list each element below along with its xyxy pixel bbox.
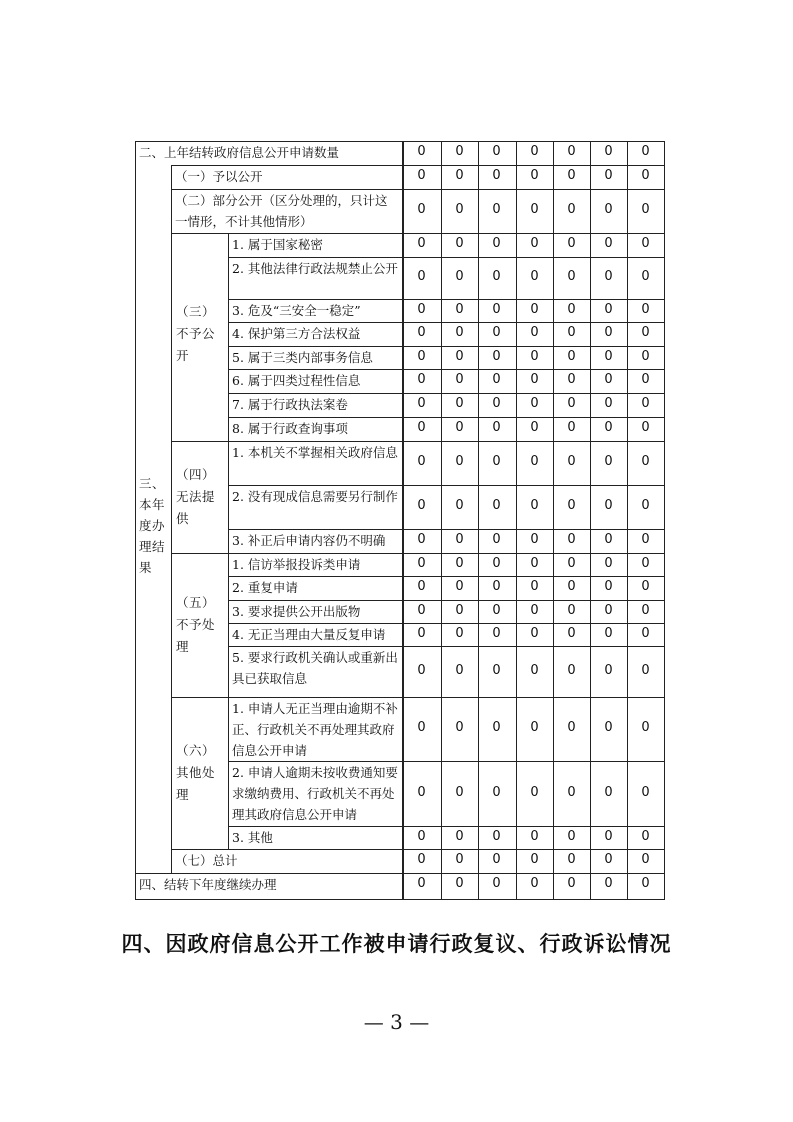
value-cell: 0 xyxy=(530,168,539,183)
value-cell: 0 xyxy=(604,325,613,340)
value-cell: 0 xyxy=(455,349,464,364)
value-cell: 0 xyxy=(530,325,539,340)
value-cell: 0 xyxy=(567,498,576,513)
value-cell: 0 xyxy=(641,532,650,547)
value-cell: 0 xyxy=(567,626,576,641)
value-cell: 0 xyxy=(417,396,426,411)
value-cell: 0 xyxy=(455,236,464,251)
value-cell: 0 xyxy=(641,852,650,867)
value-cell: 0 xyxy=(417,785,426,800)
value-cell: 0 xyxy=(530,396,539,411)
group-label-not-processed: （五）不予处理 xyxy=(176,595,216,654)
section-heading: 四、因政府信息公开工作被申请行政复议、行政诉讼情况 xyxy=(121,932,672,956)
column-rule xyxy=(171,165,172,873)
value-cell: 0 xyxy=(492,202,501,217)
value-cell: 0 xyxy=(530,720,539,735)
group-rule xyxy=(171,233,228,234)
value-cell: 0 xyxy=(455,876,464,891)
value-cell: 0 xyxy=(417,579,426,594)
row-label: 二、上年结转政府信息公开申请数量 xyxy=(139,145,340,160)
value-cell: 0 xyxy=(530,498,539,513)
value-cell: 0 xyxy=(455,852,464,867)
value-cell: 0 xyxy=(641,720,650,735)
value-cell: 0 xyxy=(604,579,613,594)
value-cell: 0 xyxy=(530,144,539,159)
value-cell: 0 xyxy=(492,785,501,800)
value-cell: 0 xyxy=(417,663,426,678)
group-label-annual-results: 三、本年度办理结果 xyxy=(139,476,166,575)
value-cell: 0 xyxy=(492,603,501,618)
group-label-not-disclosed: （三）不予公开 xyxy=(176,304,216,363)
value-cell: 0 xyxy=(455,603,464,618)
value-cell: 0 xyxy=(530,532,539,547)
value-cell: 0 xyxy=(417,372,426,387)
value-cell: 0 xyxy=(492,556,501,571)
value-cell: 0 xyxy=(455,144,464,159)
value-cell: 0 xyxy=(567,720,576,735)
value-cell: 0 xyxy=(641,579,650,594)
group-label-other-processing: （六）其他处理 xyxy=(176,743,216,802)
row-label: 2. 重复申请 xyxy=(232,580,298,595)
value-cell: 0 xyxy=(604,720,613,735)
value-cell: 0 xyxy=(641,454,650,469)
value-cell: 0 xyxy=(641,269,650,284)
value-cell: 0 xyxy=(530,202,539,217)
value-cell: 0 xyxy=(567,579,576,594)
table-border-left xyxy=(135,141,136,900)
value-cell: 0 xyxy=(641,372,650,387)
row-label: 3. 要求提供公开出版物 xyxy=(232,604,361,619)
row-label: 3. 其他 xyxy=(232,830,273,845)
value-cell: 0 xyxy=(641,325,650,340)
group-label-cannot-provide: （四）无法提供 xyxy=(176,467,216,526)
column-rule xyxy=(228,233,229,849)
row-label: 2. 申请人逾期未按收费通知要求缴纳费用、行政机关不再处理其政府信息公开申请 xyxy=(232,765,398,822)
value-cell: 0 xyxy=(567,372,576,387)
value-cell: 0 xyxy=(417,532,426,547)
value-cell: 0 xyxy=(567,829,576,844)
value-cell: 0 xyxy=(455,829,464,844)
value-cell: 0 xyxy=(455,454,464,469)
value-cell: 0 xyxy=(417,852,426,867)
value-cell: 0 xyxy=(604,852,613,867)
value-cell: 0 xyxy=(641,556,650,571)
value-cell: 0 xyxy=(492,372,501,387)
value-cell: 0 xyxy=(492,663,501,678)
row-label: 8. 属于行政查询事项 xyxy=(232,421,348,436)
value-cell: 0 xyxy=(567,269,576,284)
value-cell: 0 xyxy=(455,498,464,513)
value-cell: 0 xyxy=(530,876,539,891)
table-border-right xyxy=(664,141,665,900)
value-cell: 0 xyxy=(604,532,613,547)
value-cell: 0 xyxy=(604,372,613,387)
row-label: （七）总计 xyxy=(175,853,238,868)
value-cell: 0 xyxy=(604,396,613,411)
value-cell: 0 xyxy=(417,498,426,513)
value-cell: 0 xyxy=(641,420,650,435)
value-cell: 0 xyxy=(492,454,501,469)
value-cell: 0 xyxy=(530,269,539,284)
value-cell: 0 xyxy=(417,829,426,844)
row-label: 2. 没有现成信息需要另行制作 xyxy=(232,489,398,504)
row-label: 5. 要求行政机关确认或重新出具已获取信息 xyxy=(232,650,398,686)
value-cell: 0 xyxy=(455,396,464,411)
row-label: 3. 补正后申请内容仍不明确 xyxy=(232,533,386,548)
value-cell: 0 xyxy=(492,532,501,547)
value-cell: 0 xyxy=(455,626,464,641)
value-cell: 0 xyxy=(567,144,576,159)
value-cell: 0 xyxy=(567,420,576,435)
value-cell: 0 xyxy=(417,144,426,159)
group-rule xyxy=(171,441,228,442)
value-cell: 0 xyxy=(530,852,539,867)
value-cell: 0 xyxy=(604,626,613,641)
value-cell: 0 xyxy=(417,269,426,284)
value-cell: 0 xyxy=(567,302,576,317)
row-label: （一）予以公开 xyxy=(175,169,263,184)
value-cell: 0 xyxy=(492,852,501,867)
value-cell: 0 xyxy=(567,663,576,678)
row-label: 6. 属于四类过程性信息 xyxy=(232,373,361,388)
value-cell: 0 xyxy=(641,829,650,844)
value-cell: 0 xyxy=(641,302,650,317)
value-cell: 0 xyxy=(641,236,650,251)
value-cell: 0 xyxy=(455,420,464,435)
value-cell: 0 xyxy=(417,302,426,317)
value-cell: 0 xyxy=(567,349,576,364)
value-cell: 0 xyxy=(604,144,613,159)
value-cell: 0 xyxy=(604,785,613,800)
value-cell: 0 xyxy=(492,876,501,891)
value-cell: 0 xyxy=(567,202,576,217)
value-cell: 0 xyxy=(567,556,576,571)
value-cell: 0 xyxy=(492,236,501,251)
value-cell: 0 xyxy=(492,420,501,435)
value-cell: 0 xyxy=(455,556,464,571)
group-rule xyxy=(171,697,228,698)
row-label: （二）部分公开（区分处理的，只计这一情形，不计其他情形） xyxy=(175,193,388,229)
value-cell: 0 xyxy=(417,202,426,217)
value-cell: 0 xyxy=(641,498,650,513)
value-cell: 0 xyxy=(455,785,464,800)
value-cell: 0 xyxy=(641,603,650,618)
value-cell: 0 xyxy=(604,168,613,183)
value-cell: 0 xyxy=(530,302,539,317)
value-cell: 0 xyxy=(530,626,539,641)
row-label: 7. 属于行政执法案卷 xyxy=(232,397,348,412)
table-rule xyxy=(135,899,665,900)
row-label: 1. 信访举报投诉类申请 xyxy=(232,557,361,572)
value-cell: 0 xyxy=(530,236,539,251)
value-cell: 0 xyxy=(417,876,426,891)
row-label: 1. 本机关不掌握相关政府信息 xyxy=(232,445,398,460)
value-cell: 0 xyxy=(417,168,426,183)
value-cell: 0 xyxy=(455,269,464,284)
value-cell: 0 xyxy=(530,579,539,594)
value-cell: 0 xyxy=(492,349,501,364)
value-cell: 0 xyxy=(604,236,613,251)
value-cell: 0 xyxy=(530,420,539,435)
row-label: 5. 属于三类内部事务信息 xyxy=(232,350,373,365)
group-rule xyxy=(171,553,228,554)
value-cell: 0 xyxy=(641,144,650,159)
value-cell: 0 xyxy=(492,269,501,284)
value-cell: 0 xyxy=(567,454,576,469)
row-label: 2. 其他法律行政法规禁止公开 xyxy=(232,261,398,276)
value-cell: 0 xyxy=(455,372,464,387)
value-cell: 0 xyxy=(417,626,426,641)
value-cell: 0 xyxy=(530,829,539,844)
value-cell: 0 xyxy=(567,236,576,251)
value-cell: 0 xyxy=(567,876,576,891)
value-cell: 0 xyxy=(641,876,650,891)
value-cell: 0 xyxy=(455,532,464,547)
value-cell: 0 xyxy=(604,556,613,571)
value-cell: 0 xyxy=(455,168,464,183)
value-cell: 0 xyxy=(641,785,650,800)
value-cell: 0 xyxy=(567,852,576,867)
value-cell: 0 xyxy=(641,349,650,364)
row-label: 4. 无正当理由大量反复申请 xyxy=(232,627,386,642)
value-cell: 0 xyxy=(567,168,576,183)
value-cell: 0 xyxy=(604,829,613,844)
value-cell: 0 xyxy=(530,785,539,800)
value-cell: 0 xyxy=(604,202,613,217)
value-cell: 0 xyxy=(417,603,426,618)
value-cell: 0 xyxy=(492,720,501,735)
value-cell: 0 xyxy=(492,829,501,844)
value-cell: 0 xyxy=(492,626,501,641)
value-cell: 0 xyxy=(604,498,613,513)
value-cell: 0 xyxy=(417,325,426,340)
value-cell: 0 xyxy=(455,325,464,340)
row-label: 4. 保护第三方合法权益 xyxy=(232,326,361,341)
value-cell: 0 xyxy=(604,663,613,678)
value-cell: 0 xyxy=(492,302,501,317)
row-label: 3. 危及“三安全一稳定” xyxy=(232,303,361,318)
value-cell: 0 xyxy=(530,372,539,387)
value-cell: 0 xyxy=(530,603,539,618)
value-cell: 0 xyxy=(417,236,426,251)
value-cell: 0 xyxy=(641,396,650,411)
value-cell: 0 xyxy=(492,579,501,594)
value-cell: 0 xyxy=(530,663,539,678)
value-cell: 0 xyxy=(641,202,650,217)
value-cell: 0 xyxy=(604,302,613,317)
value-cell: 0 xyxy=(417,349,426,364)
value-cell: 0 xyxy=(641,663,650,678)
value-cell: 0 xyxy=(492,325,501,340)
row-label: 四、结转下年度继续办理 xyxy=(139,877,277,892)
value-cell: 0 xyxy=(604,269,613,284)
value-cell: 0 xyxy=(641,168,650,183)
value-cell: 0 xyxy=(567,532,576,547)
value-cell: 0 xyxy=(417,720,426,735)
value-cell: 0 xyxy=(455,663,464,678)
value-cell: 0 xyxy=(604,876,613,891)
value-cell: 0 xyxy=(530,454,539,469)
value-cell: 0 xyxy=(567,603,576,618)
value-cell: 0 xyxy=(604,454,613,469)
value-cell: 0 xyxy=(604,420,613,435)
value-cell: 0 xyxy=(567,325,576,340)
page-number: — 3 — xyxy=(363,1010,430,1034)
value-cell: 0 xyxy=(567,396,576,411)
value-cell: 0 xyxy=(417,454,426,469)
value-cell: 0 xyxy=(567,785,576,800)
value-cell: 0 xyxy=(530,556,539,571)
row-label: 1. 申请人无正当理由逾期不补正、行政机关不再处理其政府信息公开申请 xyxy=(232,701,398,758)
value-cell: 0 xyxy=(492,168,501,183)
value-cell: 0 xyxy=(604,603,613,618)
value-cell: 0 xyxy=(641,626,650,641)
value-cell: 0 xyxy=(455,202,464,217)
value-cell: 0 xyxy=(492,498,501,513)
value-cell: 0 xyxy=(530,349,539,364)
value-cell: 0 xyxy=(417,420,426,435)
value-cell: 0 xyxy=(455,720,464,735)
row-label: 1. 属于国家秘密 xyxy=(232,237,323,252)
value-cell: 0 xyxy=(492,144,501,159)
value-cell: 0 xyxy=(455,302,464,317)
value-cell: 0 xyxy=(417,556,426,571)
value-cell: 0 xyxy=(455,579,464,594)
value-cell: 0 xyxy=(492,396,501,411)
value-cell: 0 xyxy=(604,349,613,364)
